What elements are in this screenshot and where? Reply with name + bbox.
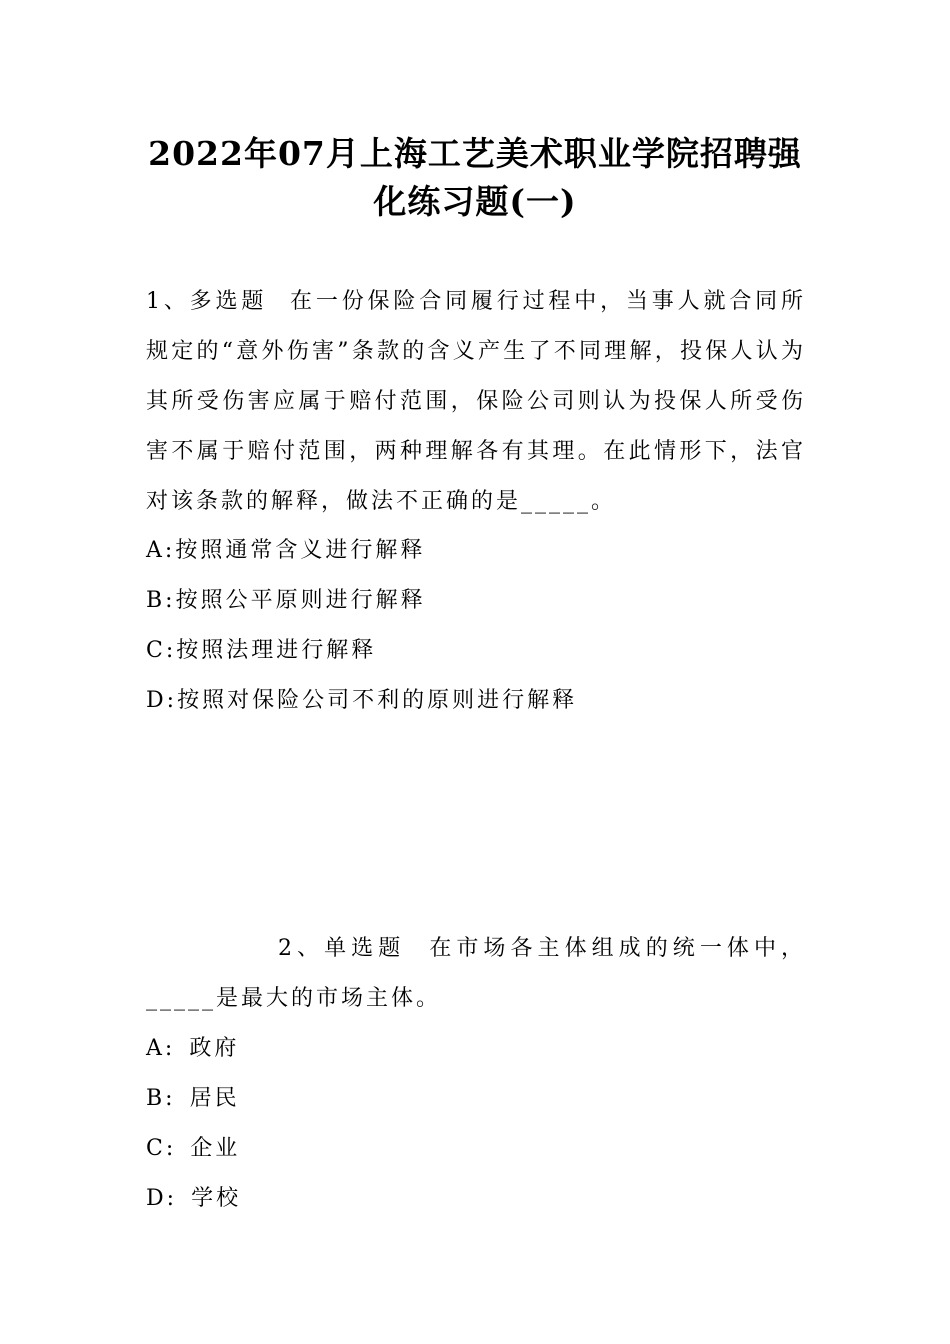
question-2-options (146, 1024, 806, 1224)
option-text: 按照对保险公司不利的原则进行解释 (177, 688, 578, 713)
option-text: 政府 (189, 1036, 240, 1061)
option-letter: C: (146, 1136, 177, 1161)
option-letter: C: (146, 638, 177, 663)
option-letter: A: (146, 1036, 176, 1061)
option-letter: A: (146, 538, 176, 563)
question-2-option-b (146, 1074, 806, 1124)
option-text: 按照公平原则进行解释 (175, 588, 426, 613)
question-1-option-a (146, 526, 806, 576)
question-2-stem (146, 924, 806, 1024)
question-1-label: 1、多选题 (146, 289, 268, 314)
question-1-options (146, 526, 806, 726)
option-letter: D: (146, 688, 178, 713)
option-text: 学校 (191, 1186, 242, 1211)
option-letter: B: (146, 588, 176, 613)
question-1-text: 在一份保险合同履行过程中，当事人就合同所规定的“意外伤害”条款的含义产生了不同理解，投保人认为其所受伤害应属于赔付范围，保险公司则认为投保人所受伤害不属于赔付范围，两种理解各有其理。在此情形下，法官对该条款的解释，做法不正确的是_____。 (146, 289, 806, 514)
question-2-label: 2、单选题 (278, 936, 406, 961)
question-1-stem (146, 277, 806, 527)
document-title (120, 130, 830, 226)
option-letter: B: (146, 1086, 176, 1111)
option-letter: D: (146, 1186, 178, 1211)
title-line-2: 化练习题(一) (373, 182, 577, 221)
option-text: 企业 (190, 1136, 241, 1161)
option-text: 居民 (189, 1086, 240, 1111)
title-line-1: 2022年07月上海工艺美术职业学院招聘强 (148, 134, 802, 173)
question-1-option-b (146, 576, 806, 626)
question-1 (146, 277, 806, 527)
question-2-text: 在市场各主体组成的统一体中，_____是最大的市场主体。 (146, 936, 806, 1011)
question-2-option-d (146, 1174, 806, 1224)
option-text: 按照法理进行解释 (176, 638, 377, 663)
question-1-option-d (146, 676, 806, 726)
option-text: 按照通常含义进行解释 (175, 538, 426, 563)
question-2-option-a (146, 1024, 806, 1074)
question-1-option-c (146, 626, 806, 676)
question-2 (146, 924, 806, 1024)
question-2-option-c (146, 1124, 806, 1174)
